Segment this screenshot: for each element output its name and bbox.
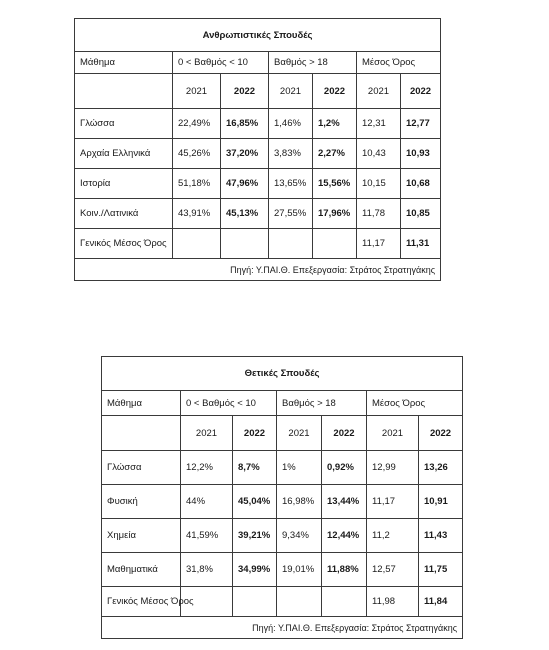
- overall-empty: [233, 587, 277, 617]
- average-2022: 10,68: [401, 169, 441, 199]
- high-grade-2021: 1,46%: [269, 109, 313, 139]
- year-label: 2022: [322, 416, 367, 451]
- year-label: 2022: [419, 416, 463, 451]
- overall-label: Γενικός Μέσος Όρος: [75, 229, 173, 259]
- subject-name: Χημεία: [102, 519, 181, 553]
- average-2021: 11,2: [367, 519, 419, 553]
- low-grade-2021: 45,26%: [173, 139, 221, 169]
- year-row: [102, 416, 463, 451]
- subject-header: Μάθημα: [75, 52, 173, 74]
- low-grade-2021: 41,59%: [181, 519, 233, 553]
- high-grade-2022: 2,27%: [313, 139, 357, 169]
- year-label: 2022: [221, 74, 269, 109]
- table-row: [75, 169, 441, 199]
- year-label: 2021: [269, 74, 313, 109]
- low-grade-2022: 37,20%: [221, 139, 269, 169]
- high-grade-2022: 17,96%: [313, 199, 357, 229]
- table-row: [102, 485, 463, 519]
- high-grade-2022: 0,92%: [322, 451, 367, 485]
- sciences-table-card: [101, 356, 462, 634]
- average-2022: 10,91: [419, 485, 463, 519]
- table-row: [75, 139, 441, 169]
- overall-row: [102, 587, 463, 617]
- low-grade-2022: 47,96%: [221, 169, 269, 199]
- year-row: [75, 74, 441, 109]
- low-grade-2022: 39,21%: [233, 519, 277, 553]
- overall-empty: [221, 229, 269, 259]
- low-grade-2022: 45,13%: [221, 199, 269, 229]
- high-grade-2021: 19,01%: [277, 553, 322, 587]
- year-row-spacer: [75, 74, 173, 109]
- high-grade-2022: 13,44%: [322, 485, 367, 519]
- low-grade-2021: 43,91%: [173, 199, 221, 229]
- overall-empty: [173, 229, 221, 259]
- low-grade-header: 0 < Βαθμός < 10: [173, 52, 269, 74]
- low-grade-2021: 31,8%: [181, 553, 233, 587]
- low-grade-2021: 22,49%: [173, 109, 221, 139]
- table-row: [75, 109, 441, 139]
- subject-name: Αρχαία Ελληνικά: [75, 139, 173, 169]
- humanities-table-card: [74, 18, 440, 280]
- overall-empty: [269, 229, 313, 259]
- year-label: 2021: [367, 416, 419, 451]
- year-label: 2021: [277, 416, 322, 451]
- overall-average-2022: 11,84: [419, 587, 463, 617]
- average-2021: 11,78: [357, 199, 401, 229]
- header-row: [102, 391, 463, 416]
- overall-label: Γενικός Μέσος Όρος: [102, 587, 181, 617]
- sciences-grades-table: [101, 356, 463, 639]
- subject-name: Μαθηματικά: [102, 553, 181, 587]
- year-label: 2022: [313, 74, 357, 109]
- source-note: Πηγή: Υ.ΠΑΙ.Θ. Επεξεργασία: Στράτος Στρατηγάκης: [102, 617, 463, 639]
- subject-header: Μάθημα: [102, 391, 181, 416]
- year-row-spacer: [102, 416, 181, 451]
- subject-name: Κοιν./Λατινικά: [75, 199, 173, 229]
- overall-average-2021: 11,17: [357, 229, 401, 259]
- high-grade-2021: 16,98%: [277, 485, 322, 519]
- overall-average-2022: 11,31: [401, 229, 441, 259]
- low-grade-2022: 16,85%: [221, 109, 269, 139]
- header-row: [75, 52, 441, 74]
- table-row: [75, 199, 441, 229]
- high-grade-2021: 9,34%: [277, 519, 322, 553]
- low-grade-2021: 51,18%: [173, 169, 221, 199]
- average-header: Μέσος Όρος: [367, 391, 463, 416]
- table-row: [102, 553, 463, 587]
- high-grade-2022: 11,88%: [322, 553, 367, 587]
- average-2021: 10,15: [357, 169, 401, 199]
- average-2022: 10,93: [401, 139, 441, 169]
- table-row: [102, 519, 463, 553]
- subject-name: Γλώσσα: [102, 451, 181, 485]
- average-2021: 12,99: [367, 451, 419, 485]
- average-2021: 10,43: [357, 139, 401, 169]
- source-row: [102, 617, 463, 639]
- overall-empty: [322, 587, 367, 617]
- average-2022: 11,43: [419, 519, 463, 553]
- high-grade-header: Βαθμός > 18: [269, 52, 357, 74]
- average-2021: 12,57: [367, 553, 419, 587]
- high-grade-2021: 3,83%: [269, 139, 313, 169]
- table-title: Θετικές Σπουδές: [102, 357, 463, 391]
- average-header: Μέσος Όρος: [357, 52, 441, 74]
- high-grade-2022: 15,56%: [313, 169, 357, 199]
- high-grade-2021: 13,65%: [269, 169, 313, 199]
- low-grade-2022: 34,99%: [233, 553, 277, 587]
- overall-empty: [313, 229, 357, 259]
- low-grade-2022: 45,04%: [233, 485, 277, 519]
- overall-empty: [277, 587, 322, 617]
- average-2022: 12,77: [401, 109, 441, 139]
- low-grade-2021: 44%: [181, 485, 233, 519]
- high-grade-2022: 1,2%: [313, 109, 357, 139]
- source-row: [75, 259, 441, 281]
- overall-average-2021: 11,98: [367, 587, 419, 617]
- year-label: 2021: [181, 416, 233, 451]
- average-2022: 10,85: [401, 199, 441, 229]
- humanities-grades-table: [74, 18, 441, 281]
- high-grade-2022: 12,44%: [322, 519, 367, 553]
- overall-row: [75, 229, 441, 259]
- low-grade-2021: 12,2%: [181, 451, 233, 485]
- subject-name: Γλώσσα: [75, 109, 173, 139]
- high-grade-header: Βαθμός > 18: [277, 391, 367, 416]
- table-title: Ανθρωπιστικές Σπουδές: [75, 19, 441, 52]
- subject-name: Ιστορία: [75, 169, 173, 199]
- year-label: 2021: [357, 74, 401, 109]
- average-2021: 11,17: [367, 485, 419, 519]
- year-label: 2021: [173, 74, 221, 109]
- title-row: [102, 357, 463, 391]
- title-row: [75, 19, 441, 52]
- table-row: [102, 451, 463, 485]
- average-2022: 11,75: [419, 553, 463, 587]
- high-grade-2021: 27,55%: [269, 199, 313, 229]
- subject-name: Φυσική: [102, 485, 181, 519]
- average-2022: 13,26: [419, 451, 463, 485]
- year-label: 2022: [233, 416, 277, 451]
- high-grade-2021: 1%: [277, 451, 322, 485]
- low-grade-header: 0 < Βαθμός < 10: [181, 391, 277, 416]
- year-label: 2022: [401, 74, 441, 109]
- average-2021: 12,31: [357, 109, 401, 139]
- low-grade-2022: 8,7%: [233, 451, 277, 485]
- source-note: Πηγή: Υ.ΠΑΙ.Θ. Επεξεργασία: Στράτος Στρατηγάκης: [75, 259, 441, 281]
